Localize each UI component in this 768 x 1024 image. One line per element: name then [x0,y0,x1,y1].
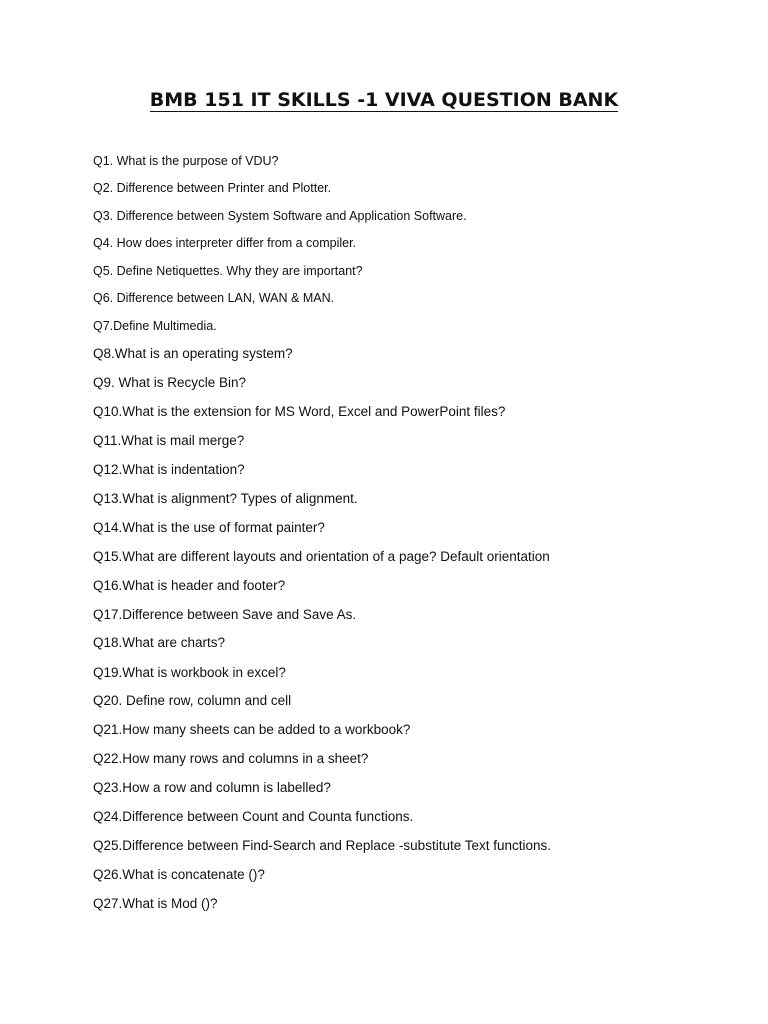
question-item: Q19.What is workbook in excel? [93,665,286,680]
question-item: Q18.What are charts? [93,635,226,650]
question-item: Q5. Define Netiquettes. Why they are important? [93,264,363,278]
question-item: Q10.What is the extension for MS Word, Excel and PowerPoint files? [93,404,506,419]
question-item: Q9. What is Recycle Bin? [93,375,247,390]
question-item: Q25.Difference between Find-Search and Replace -substitute Text functions. [93,838,552,853]
page-title-text: BMB 151 IT SKILLS -1 VIVA QUESTION BANK [149,89,619,111]
question-item: Q7.Define Multimedia. [93,319,217,333]
question-item: Q14.What is the use of format painter? [93,520,325,535]
question-item: Q8.What is an operating system? [93,346,293,361]
question-item: Q2. Difference between Printer and Plotter. [93,181,332,195]
question-item: Q17.Difference between Save and Save As. [93,607,357,622]
question-item: Q15.What are different layouts and orientation of a page? Default orientation [93,549,550,564]
question-item: Q20. Define row, column and cell [93,693,292,708]
question-item: Q27.What is Mod ()? [93,896,218,911]
question-item: Q11.What is mail merge? [93,433,245,448]
question-item: Q12.What is indentation? [93,462,245,477]
page-title [0,86,768,114]
question-item: Q6. Difference between LAN, WAN & MAN. [93,291,335,305]
question-item: Q22.How many rows and columns in a sheet? [93,751,369,766]
question-item: Q13.What is alignment? Types of alignment. [93,491,358,506]
question-item: Q21.How many sheets can be added to a workbook? [93,722,411,737]
question-item: Q16.What is header and footer? [93,578,286,593]
question-item: Q3. Difference between System Software and Application Software. [93,209,467,223]
question-item: Q24.Difference between Count and Counta functions. [93,809,414,824]
question-item: Q1. What is the purpose of VDU? [93,154,279,168]
question-item: Q23.How a row and column is labelled? [93,780,331,795]
question-item: Q26.What is concatenate ()? [93,867,265,882]
question-item: Q4. How does interpreter differ from a compiler. [93,236,357,250]
